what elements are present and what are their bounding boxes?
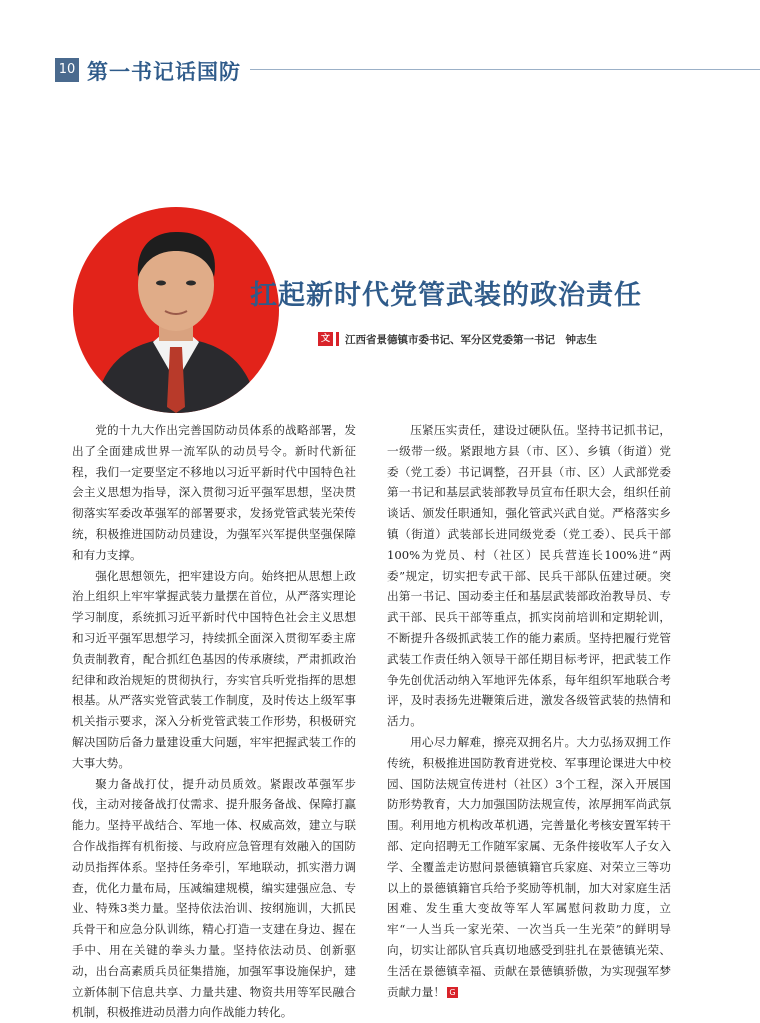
paragraph: 聚力备战打仗，提升动员质效。紧跟改革强军步伐，主动对接备战打仗需求、提升服务备战、保障打赢能力。坚持平战结合、军地一体、权威高效，建立与联合作战指挥有机衔接、与政府应急管理有效融入的国防动员指挥体系。坚持任务牵引，军地联动，抓实潜力调查，优化力量布局，压减编建规模，编实建强应急、专业、特殊3类力量。坚持依法治训、按纲施训，大抓民兵骨干和应急分队训练，精心打造一支建在身边、握在手中、用在关键的拳头力量。坚持依法动员、创新驱动，出台高素质兵员征集措施，加强军事设施保护，建立新体制下信息共享、力量共建、物资共用等军民融合机制，积极推进动员潜力向作战能力转化。 <box>72 776 356 1020</box>
paragraph-text: 用心尽力解难，擦亮双拥名片。大力弘扬双拥工作传统，积极推进国防教育进党校、军事理论课进大中校园、国防法规宣传进村（社区）3个工程，深入开展国防形势教育，大力加强国防法规宣传，浓厚拥军尚武氛围。利用地方机构改革机遇，完善量化考核安置军转干部、定向招聘无工作随军家属、无条件接收军人子女入学、全覆盖走访慰问景德镇籍官兵家庭、对荣立三等功以上的景德镇籍官兵给予奖励等机制，加大对家庭生活困难、发生重大变故等军人军属慰问救助力度，立牢“一人当兵一家光荣、一次当兵一生光荣”的鲜明导向，切实让部队官兵真切地感受到驻扎在景德镇光荣、生活在景德镇幸福、贡献在景德镇骄傲，为实现强军梦贡献力量！ <box>387 734 671 999</box>
paragraph: 压紧压实责任，建设过硬队伍。坚持书记抓书记，一级带一级。紧跟地方县（市、区）、乡镇（街道）党委（党工委）书记调整，召开县（市、区）人武部党委第一书记和基层武装部教导员宣布任职大会，组织任前谈话、颁发任职通知，强化管武兴武自觉。严格落实乡镇（街道）武装部长进同级党委（党工委）、民兵干部100%为党员、村（社区）民兵营连长100%进“两委”规定，切实把专武干部、民兵干部队伍建过硬。突出第一书记、国动委主任和基层武装部政治教导员、专武干部、民兵干部等重点，抓实岗前培训和定期轮训，不断提升各级抓武装工作的能力素质。坚持把履行党管武装工作责任纳入领导干部任期目标考评，把武装工作争先创优活动纳入军地评先体系，每年组织军地联合考评，及时表扬先进鞭策后进，激发各级管武装的热情和活力。 <box>387 423 671 729</box>
right-column <box>387 420 671 1002</box>
left-column <box>72 420 356 1023</box>
byline-tag: 文 <box>318 332 333 346</box>
end-mark-icon: G <box>447 987 458 998</box>
byline-text: 江西省景德镇市委书记、军分区党委第一书记 钟志生 <box>345 333 597 346</box>
article-title: 扛起新时代党管武装的政治责任 <box>250 280 642 311</box>
section-title: 第一书记话国防 <box>87 60 241 84</box>
byline <box>318 331 597 347</box>
paragraph <box>387 732 671 1002</box>
byline-divider <box>336 332 339 346</box>
header-rule <box>250 69 760 70</box>
author-portrait <box>73 207 279 413</box>
paragraph: 强化思想领先，把牢建设方向。始终把从思想上政治上组织上牢牢掌握武装力量摆在首位，从严落实理论学习制度，系统抓习近平新时代中国特色社会主义思想和习近平强军思想学习，持续抓全面深入贯彻军委主席负责制教育，配合抓红色基因的传承赓续，严肃抓政治纪律和政治规矩的贯彻执行，夯实官兵听党指挥的思想根基。从严落实党管武装工作制度，及时传达上级军事机关指示要求，深入分析党管武装工作形势，积极研究解决国防后备力量建设重大问题，牢牢把握武装工作的大事大势。 <box>72 568 356 770</box>
portrait-image <box>73 207 279 413</box>
page-number: 10 <box>55 58 79 82</box>
paragraph: 党的十九大作出完善国防动员体系的战略部署，发出了全面建成世界一流军队的动员号令。新时代新征程，我们一定要坚定不移地以习近平新时代中国特色社会主义思想为指导，深入贯彻习近平强军思想，坚决贯彻落实军委改革强军的部署要求，发扬党管武装光荣传统，积极推进国防动员建设，为强军兴军提供坚强保障和有力支撑。 <box>72 423 356 562</box>
